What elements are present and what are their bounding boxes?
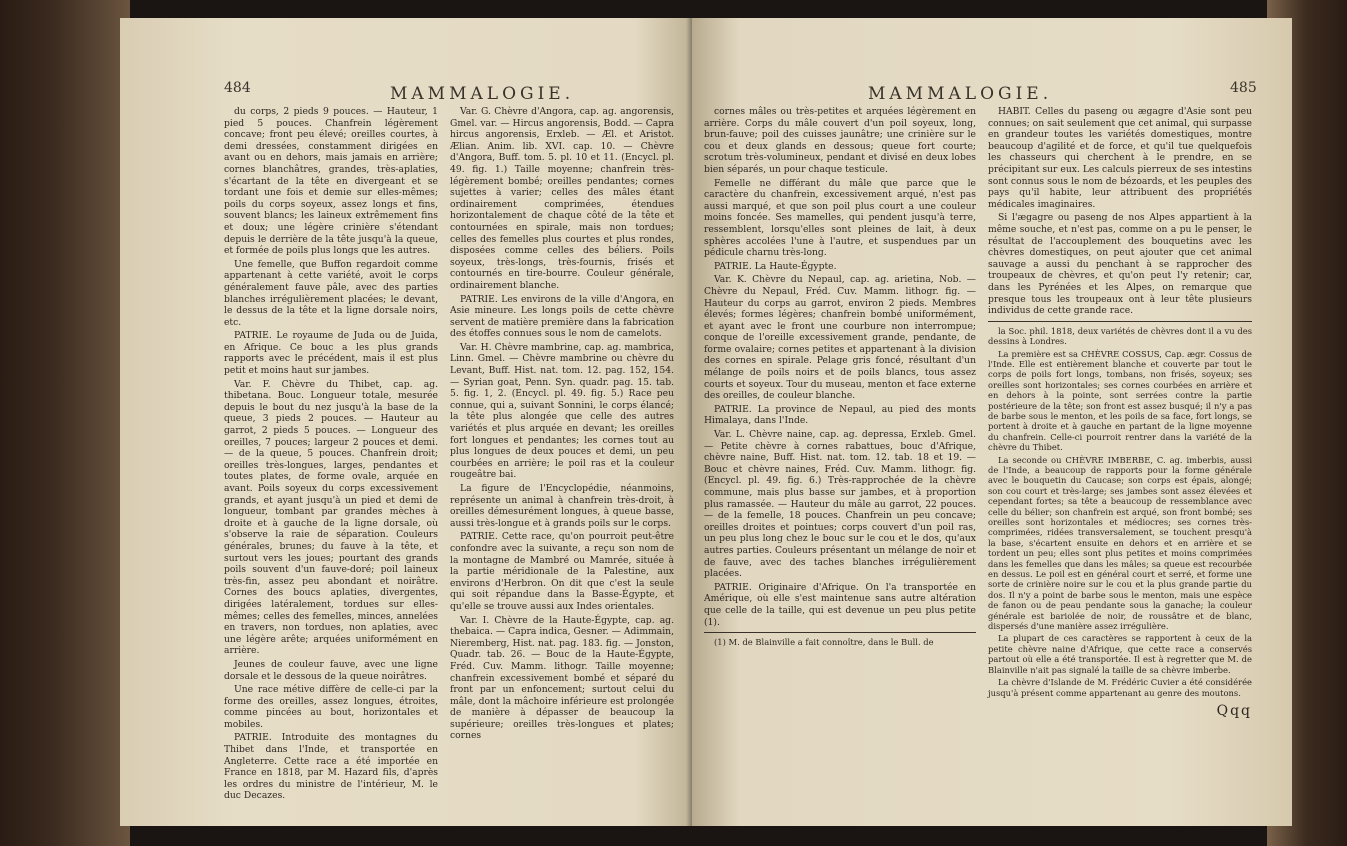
paragraph: cornes mâles ou très-petites et arquées légèrement en arrière. Corps du mâle couvert d'un poil soyeux, long, brun-fauve; poil des cuisses jaunâtre; une crinière sur le cou et deux glands en dessous; queue fort courte; scrotum très-volumineux, pendant et divisé en deux lobes bien séparés, un pour chaque testicule. (704, 106, 976, 175)
left-page (120, 18, 692, 826)
left-column-1 (224, 106, 438, 804)
page-number-right: 485 (1230, 80, 1257, 96)
paragraph: PATRIE. Le royaume de Juda ou de Juida, en Afrique. Ce bouc a les plus grands rapports avec le précédent, mais il est plus petit et moins haut sur jambes. (224, 330, 438, 377)
paragraph: Var. H. Chèvre mambrine, cap. ag. mambrica, Linn. Gmel. — Chèvre mambrine ou chèvre du Levant, Buff. Hist. nat. tom. 12. pag. 152, 154. — Syrian goat, Penn. Syn. quadr. pag. 15. tab. 5. fig. 1, 2. (Encycl. pl. 49. fig. 5.) Race peu connue, qui a, suivant Sonnini, le corps élancé; la tête plus alongée que celle des autres variétés et plus arquée en devant; les oreilles fort longues et pendantes; les cornes tout au plus longues de deux pouces et demi, un peu courbées en arrière; le poil ras et la couleur rougeâtre bai. (450, 341, 674, 481)
paragraph: Jeunes de couleur fauve, avec une ligne dorsale et le dessous de la queue noirâtres. (224, 658, 438, 682)
paragraph: Si l'ægagre ou paseng de nos Alpes appartient à la même souche, et n'est pas, comme on a pu le penser, le résultat de l'accouplement des bouquetins avec les chèvres domestiques, on peut ajouter que cet animal sauvage a aussi du penchant à se rapprocher des troupeaux de chèvres, et qu'on peut l'y retenir; car, dans les Pyrénées et les Alpes, on remarque que presque tous les troupeaux ont à leur tête plusieurs individus de cette grande race. (988, 212, 1252, 317)
paragraph: Femelle ne différant du mâle que parce que le caractère du chanfrein, excessivement arqué, n'est pas aussi marqué, et que son poil plus court a une couleur moins foncée. Ses mamelles, qui pendent jusqu'à terre, ressemblent, lorsqu'elles sont pleines de lait, à deux sphères accolées l'une à l'autre, et suspendues par un pédicule charnu très-long. (704, 177, 976, 259)
footnote-rule (704, 632, 976, 633)
footnote-continuation: La seconde ou CHÈVRE IMBERBE, C. ag. imberbis, aussi de l'Inde, a beaucoup de rapports pour la forme générale avec le bouquetin du Caucase; son corps est épais, alongé; son cou court et très-large; ses jambes sont assez élevées et cependant fortes; sa tête a beaucoup de ressemblance avec celle du bélier; son chanfrein est arqué, son front bombé; ses oreilles sont horizontales et médiocres; ses cornes très-comprimées, ridées transversalement, se touchent presqu'à la base, s'écartent ensuite en dehors et en arrière et se tordent un peu; elles sont plus petites et moins comprimées dans les femelles que dans les mâles; sa queue est recourbée en dessus. Le poil est en général court et serré, et forme une sorte de crinière noire sur le cou et la plus grande partie du dos. Il n'y a point de barbe sous le menton, mais une espèce de fanon ou de peau pendante sous la ganache; la couleur générale est bariolée de noir, de roussâtre et de blanc, dispersés d'une manière assez irrégulière. (988, 454, 1252, 632)
paragraph: PATRIE. Cette race, qu'on pourroit peut-être confondre avec la suivante, a reçu son nom de la montagne de Mambré ou Mamrée, située à la partie méridionale de la Palestine, aux environs d'Herbron. On dit que c'est la seule qui soit répandue dans la Basse-Égypte, et qu'elle se trouve aussi aux Indes orientales. (450, 531, 674, 612)
paragraph: Var. F. Chèvre du Thibet, cap. ag. thibetana. Bouc. Longueur totale, mesurée depuis le bout du nez jusqu'à la base de la queue, 3 pieds 2 pouces. — Hauteur au garrot, 2 pieds 5 pouces. — Longueur des oreilles, 7 pouces; largeur 2 pouces et demi. — de la queue, 5 pouces. Chanfrein droit; oreilles très-longues, larges, pendantes et toutes plates, de forme ovale, arquée en avant. Poils soyeux du corps excessivement grands, et ayant jusqu'à un pied et demi de longueur, tombant par grandes mèches à droite et à gauche de la ligne dorsale, où s'observe la raie de séparation. Couleurs générales, brunes; du fauve à la tête, et surtout vers les joues; pourtant des grands poils souvent d'un fauve-doré; poil laineux très-fin, assez peu abondant et noirâtre. Cornes des boucs aplaties, divergentes, dirigées latéralement, tordues sur elles-mêmes; celles des femelles, minces, annelées en travers, non tordues, non aplaties, avec une légère arête; arquées uniformément en arrière. (224, 378, 438, 657)
paragraph: du corps, 2 pieds 9 pouces. — Hauteur, 1 pied 5 pouces. Chanfrein légèrement concave; front peu élevé; oreilles courtes, à demi dressées, constamment dirigées en avant ou en dehors, mais jamais en arrière; cornes blanchâtres, grandes, très-aplaties, s'écartant de la tête en divergeant et se tordant une fois et demie sur elles-mêmes; poils du corps soyeux, assez longs et fins, souvent blancs; les laineux extrêmement fins et doux; une légère crinière s'étendant depuis le derrière de la tête jusqu'à la queue, et formée de poils plus longs que les autres. (224, 106, 438, 257)
paragraph: Une femelle, que Buffon regardoit comme appartenant à cette variété, avoit le corps généralement fauve pâle, avec des parties blanches irrégulièrement placées; le devant, le dessus de la tête et la ligne dorsale noirs, etc. (224, 258, 438, 328)
paragraph: PATRIE. Introduite des montagnes du Thibet dans l'Inde, et transportée en Angleterre. Cette race a été importée en France en 1818, par M. Hazard fils, d'après les ordres du ministre de l'intérieur, M. le duc Decazes. (224, 732, 438, 802)
footnote-continuation: La première est sa CHÈVRE COSSUS, Cap. ægr. Cossus de l'Inde. Elle est entièrement blanche et couverte par tout le corps de poils fort longs, tombans, non frisés, soyeux; ses oreilles sont horizontales; ses cornes courbées en arrière et en dehors à la pointe, sont serrées contre la partie postérieure de la tête; son front est assez busqué; il n'y a pas de barbe sous le menton, et les poils de sa face, fort longs, se portent à droite et à gauche en partant de la ligne moyenne du chanfrein. Celle-ci pourroit rentrer dans la variété de la chèvre du Thibet. (988, 348, 1252, 453)
paragraph: Var. I. Chèvre de la Haute-Égypte, cap. ag. thebaica. — Capra indica, Gesner. — Adimmain, Nieremberg, Hist. nat. pag. 183. fig. — Jonston, Quadr. tab. 26. — Bouc de la Haute-Égypte, Fréd. Cuv. Mamm. lithogr. Taille moyenne; chanfrein excessivement bombé et séparé du front par un enfoncement; surtout celui du mâle, dont la mâchoire inférieure est prolongée de manière à dépasser de beaucoup la supérieure; oreilles très-longues et plates; cornes (450, 614, 674, 742)
paragraph: Var. G. Chèvre d'Angora, cap. ag. angorensis, Gmel. var. — Hircus angorensis, Bodd. — Capra hircus angorensis, Erxleb. — Æl. et Aristot. Ælian. Anim. lib. XVI. cap. 10. — Chèvre d'Angora, Buff. tom. 5. pl. 10 et 11. (Encycl. pl. 49. fig. 1.) Taille moyenne; chanfrein très-légèrement bombé; oreilles pendantes; cornes sujettes à varier; celles des mâles étant ordinairement comprimées, étendues horizontalement de chaque côté de la tête et contournées en spirale, mais non tordues; celles des femelles plus courtes et plus rondes, disposées comme celles des béliers. Poils soyeux, très-longs, très-fournis, frisés et contournés en tire-bourre. Couleur générale, ordinairement blanche. (450, 106, 674, 291)
paragraph: PATRIE. La province de Nepaul, au pied des monts Himalaya, dans l'Inde. (704, 403, 976, 427)
right-column-2 (988, 106, 1252, 718)
footnote-rule (988, 321, 1252, 322)
paragraph: Une race métive diffère de celle-ci par la forme des oreilles, assez longues, étroites, comme pincées au bout, horizontales et mobiles. (224, 684, 438, 730)
left-page-columns (224, 106, 674, 804)
running-header-right: MAMMALOGIE. (868, 84, 1053, 104)
book-edge-left (0, 0, 130, 846)
paragraph: PATRIE. Les environs de la ville d'Angora, en Asie mineure. Les longs poils de cette chèvre servent de matière première dans la fabrication des étoffes connues sous le nom de camelots. (450, 293, 674, 340)
right-page (692, 18, 1292, 826)
page-number-left: 484 (224, 80, 251, 96)
paragraph: HABIT. Celles du paseng ou ægagre d'Asie sont peu connues; on sait seulement que cet animal, qui surpasse en grandeur toutes les variétés domestiques, montre beaucoup d'agilité et de force, et qu'il tue quelquefois les chasseurs qui cherchent à le prendre, en se précipitant sur eux. Les calculs pierreux de ses intestins sont connus sous le nom de bézoards, et les peuples des pays qu'il habite, leur attribuent des propriétés médicales imaginaires. (988, 106, 1252, 210)
footnote-continuation: La plupart de ces caractères se rapportent à ceux de la petite chèvre naine d'Afrique, que cette race a conservés partout où elle a été transportée. Il est à regretter que M. de Blainville n'ait pas signalé la taille de sa chèvre imberbe. (988, 633, 1252, 675)
left-column-2 (450, 106, 674, 804)
paragraph: Var. K. Chèvre du Nepaul, cap. ag. arietina, Nob. — Chèvre du Nepaul, Fréd. Cuv. Mamm. lithogr. fig. — Hauteur du corps au garrot, environ 2 pieds. Membres élevés; formes légères; chanfrein bombé uniformément, et ayant avec le front une courbure non interrompue; conque de l'oreille excessivement grande, pendante, de forme ovalaire; cornes petites et appartenant à la division des cornes en spirale. Pelage gris foncé, résultant d'un mélange de poils noirs et de poils blancs, tous assez courts et soyeux. Tour du museau, menton et face externe des oreilles, de couleur blanche. (704, 274, 976, 402)
paragraph: La figure de l'Encyclopédie, néanmoins, représente un animal à chanfrein très-droit, à oreilles démesurément longues, à queue basse, aussi très-longue et à grands poils sur le corps. (450, 483, 674, 529)
paragraph: PATRIE. Originaire d'Afrique. On l'a transportée en Amérique, où elle s'est maintenue sans autre altération que celle de la taille, qui est devenue un peu plus petite (1). (704, 581, 976, 628)
running-header-left: MAMMALOGIE. (390, 84, 575, 104)
paragraph: Var. L. Chèvre naine, cap. ag. depressa, Erxleb. Gmel. — Petite chèvre à cornes rabattues, bouc d'Afrique, chèvre naine, Buff. Hist. nat. tom. 12. tab. 18 et 19. — Bouc et chèvre naines, Fréd. Cuv. Mamm. lithogr. fig. (Encycl. pl. 49. fig. 6.) Très-rapprochée de la chèvre commune, mais plus basse sur jambes, et à proportion plus ramassée. — Hauteur du mâle au garrot, 22 pouces. — de la femelle, 18 pouces. Chanfrein un peu concave; oreilles droites et pointues; corps couvert d'un poil ras, un peu plus long chez le bouc sur le cou et le dos, qu'aux autres parties. Couleurs présentant un mélange de noir et de fauve, avec des taches blanches irrégulièrement placées. (704, 429, 976, 580)
right-page-columns (704, 106, 1252, 718)
footnote: (1) M. de Blainville a fait connoître, dans le Bull. de (714, 637, 934, 648)
footnote-continuation: La chèvre d'Islande de M. Frédéric Cuvier a été considérée jusqu'à présent comme appartenant au genre des moutons. (988, 677, 1252, 698)
signature-mark: Qqq (1216, 702, 1252, 719)
right-column-1 (704, 106, 976, 718)
paragraph: PATRIE. La Haute-Égypte. (714, 260, 837, 272)
footnote-continuation: la Soc. phil. 1818, deux variétés de chèvres dont il a vu des dessins à Londres. (988, 325, 1252, 347)
